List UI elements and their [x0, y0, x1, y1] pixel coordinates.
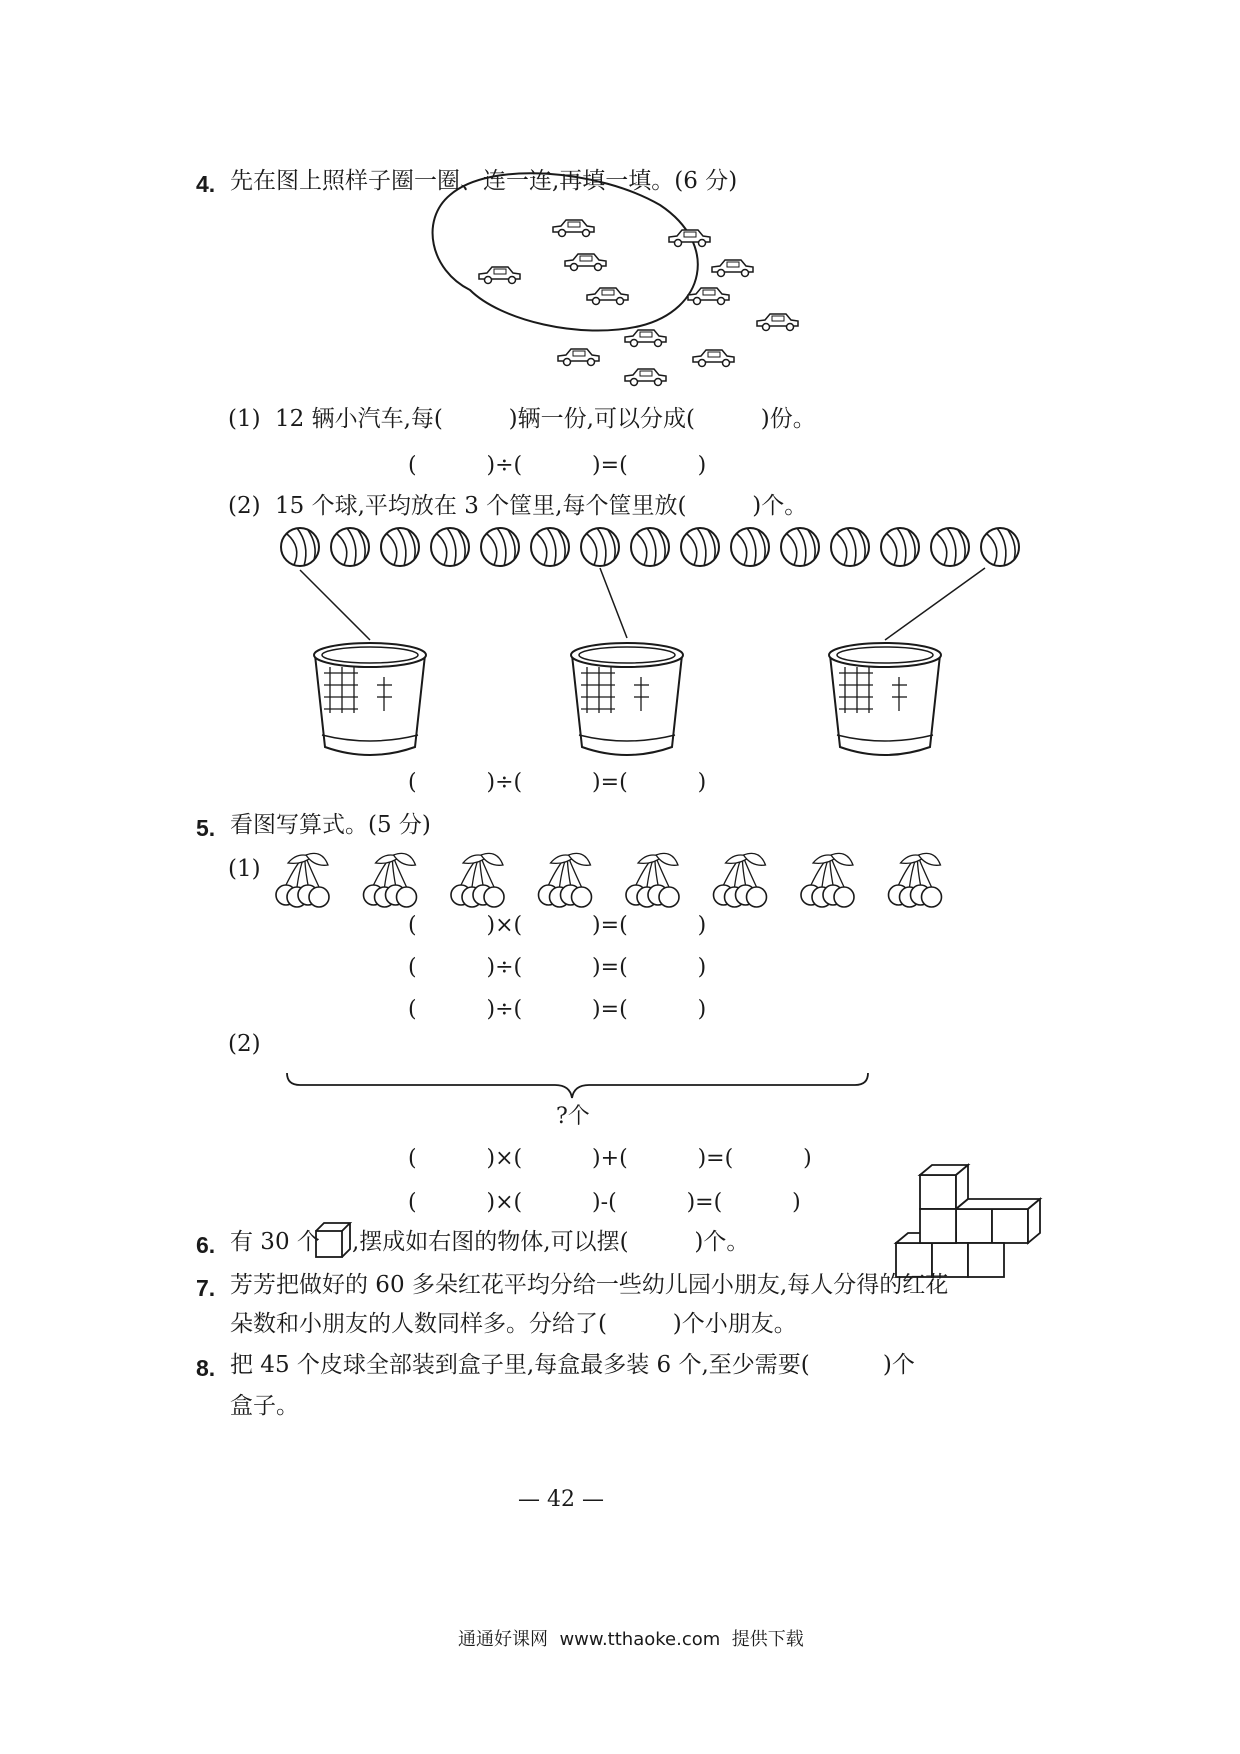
q5-title: 看图写算式。(5 分): [230, 812, 431, 838]
q4-part1-label: (1): [228, 406, 261, 432]
q5-part1-eq1: ( )×( )=( ): [408, 913, 707, 938]
q8-line1: 把 45 个皮球全部装到盒子里,每盒最多装 6 个,至少需要( )个: [230, 1352, 915, 1378]
q8-number: 8.: [196, 1355, 216, 1381]
q5-number: 5.: [196, 815, 216, 841]
q7-line1: 芳芳把做好的 60 多朵红花平均分给一些幼儿园小朋友,每人分得的红花: [230, 1272, 949, 1298]
q6-number: 6.: [196, 1232, 216, 1258]
q4-part2-text: 15 个球,平均放在 3 个筐里,每个筐里放( )个。: [275, 493, 808, 519]
page-number: — 42 —: [518, 1487, 604, 1512]
q4-part2-equation: ( )÷( )=( ): [408, 770, 707, 795]
q7-number: 7.: [196, 1275, 216, 1301]
q6-text-after: ,摆成如右图的物体,可以摆( )个。: [352, 1229, 750, 1255]
q6-text-before: 有 30 个: [230, 1229, 320, 1255]
q5-part1-eq3: ( )÷( )=( ): [408, 997, 707, 1022]
q5-part1-eq2: ( )÷( )=( ): [408, 955, 707, 980]
q5-part1-label: (1): [228, 856, 261, 882]
q4-number: 4.: [196, 171, 216, 197]
q4-part1-equation: ( )÷( )=( ): [408, 453, 707, 478]
q4-part1-text: 12 辆小汽车,每( )辆一份,可以分成( )份。: [275, 406, 816, 432]
q4-title: 先在图上照样子圈一圈、连一连,再填一填。(6 分): [230, 168, 738, 194]
q5-part2-eq2: ( )×( )-( )=( ): [408, 1190, 801, 1215]
q4-part2-label: (2): [228, 493, 261, 519]
q5-part2-label: (2): [228, 1031, 261, 1057]
q7-line2: 朵数和小朋友的人数同样多。分给了( )个小朋友。: [230, 1311, 797, 1337]
q5-part2-eq1: ( )×( )+( )=( ): [408, 1146, 812, 1171]
footer-credit: 通通好课网 www.tthaoke.com 提供下载: [458, 1629, 804, 1650]
q5-brace-label: ?个: [556, 1104, 590, 1129]
q8-line2: 盒子。: [230, 1393, 299, 1419]
